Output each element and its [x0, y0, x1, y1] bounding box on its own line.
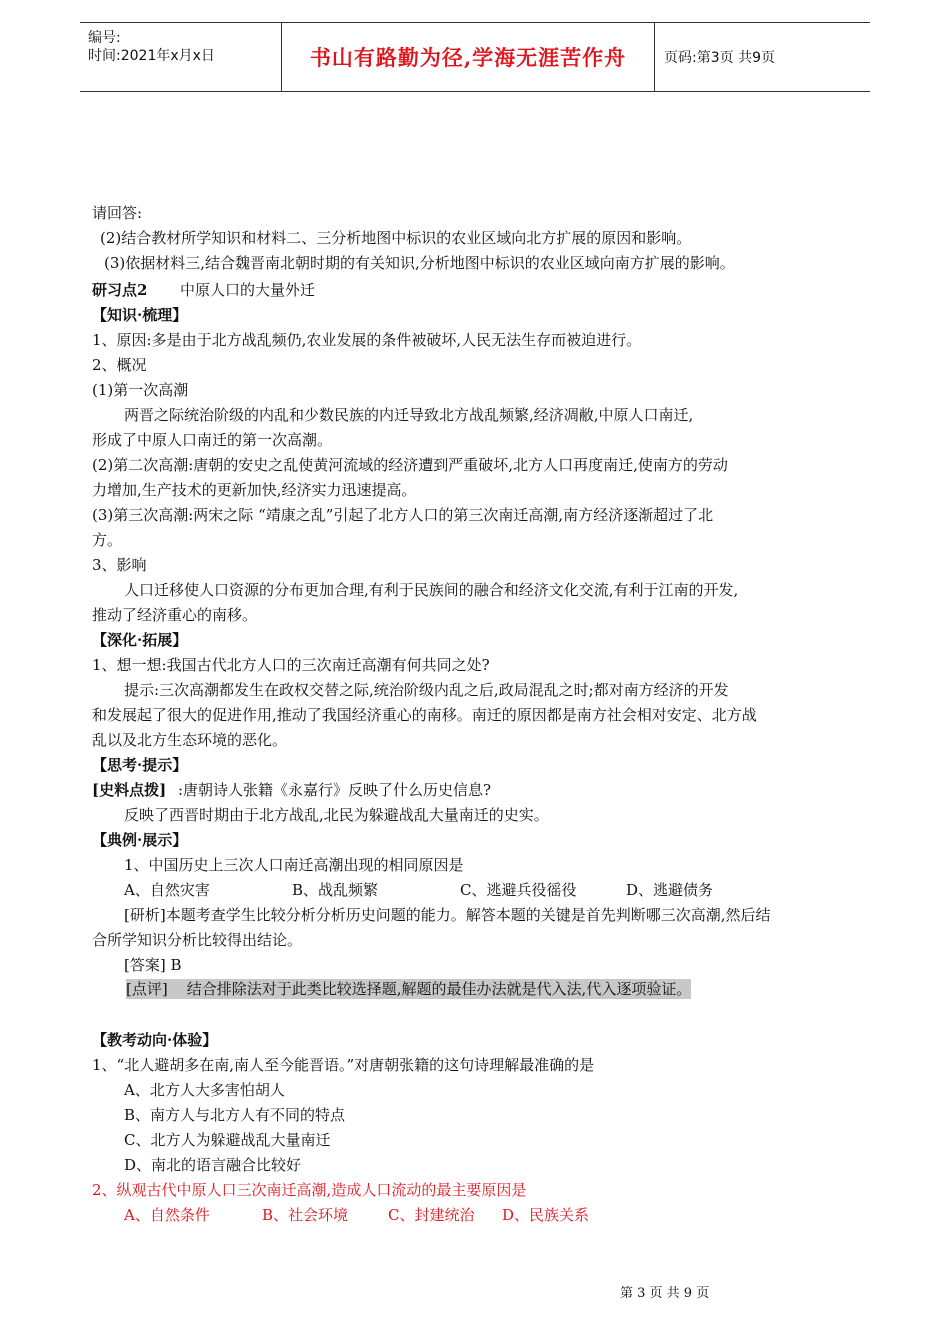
analysis-line: [研析]本题考查学生比较分析分析历史问题的能力。解答本题的关键是首先判断哪三次高潮,然后结	[124, 906, 771, 924]
section-label: 研习点2	[92, 281, 148, 299]
option-c: C、逃避兵役徭役	[460, 881, 577, 899]
text-line: 方。	[92, 531, 123, 549]
text-line: (3)第三次高潮:两宋之际 “靖康之乱”引起了北方人口的第三次南迁高潮,南方经济逐渐超过了北	[92, 506, 714, 524]
option-c: C、封建统治	[388, 1206, 475, 1224]
header-page-cell	[654, 23, 870, 91]
text-line: :唐朝诗人张籍《永嘉行》反映了什么历史信息?	[178, 781, 492, 799]
motto: 书山有路勤为径,学海无涯苦作舟	[309, 45, 627, 70]
page-header	[80, 22, 870, 92]
option-a: A、自然条件	[124, 1206, 210, 1224]
question-stem: 2、纵观古代中原人口三次南迁高潮,造成人口流动的最主要原因是	[92, 1181, 527, 1199]
text-line: 2、概况	[92, 356, 147, 374]
option-b: B、战乱频繁	[292, 881, 379, 899]
text-line: 1、想一想:我国古代北方人口的三次南迁高潮有何共同之处?	[92, 656, 490, 674]
option-d: D、民族关系	[502, 1206, 590, 1224]
text-line: 请回答:	[92, 204, 143, 222]
time-label: 时间:2021年x月x日	[88, 48, 215, 64]
text-line: 3、影响	[92, 556, 147, 574]
option-b: B、社会环境	[262, 1206, 349, 1224]
option-c: C、北方人为躲避战乱大量南迁	[124, 1131, 331, 1149]
section-heading: 【教考动向·体验】	[92, 1031, 218, 1049]
comment-line: [点评] 结合排除法对于此类比较选择题,解题的最佳办法就是代入法,代入逐项验证。	[126, 980, 692, 998]
question-stem: 1、“北人避胡多在南,南人至今能晋语。”对唐朝张籍的这句诗理解最准确的是	[92, 1056, 595, 1074]
text-line: 推动了经济重心的南移。	[92, 606, 258, 624]
header-motto-cell	[281, 23, 655, 91]
analysis-line: 合所学知识分析比较得出结论。	[92, 931, 303, 949]
text-line: 两晋之际统治阶级的内乱和少数民族的内迁导致北方战乱频繁,经济凋敝,中原人口南迁,	[124, 406, 694, 424]
option-d: D、逃避债务	[626, 881, 714, 899]
text-line: 力增加,生产技术的更新加快,经济实力迅速提高。	[92, 481, 417, 499]
section-heading: 【典例·展示】	[92, 831, 188, 849]
page-number: 第 3 页 共 9 页	[620, 1286, 710, 1301]
text-line: 人口迁移使人口资源的分布更加合理,有利于民族间的融合和经济文化交流,有利于江南的开发,	[124, 581, 739, 599]
option-a: A、北方人大多害怕胡人	[124, 1081, 285, 1099]
answer-line: [答案] B	[124, 956, 182, 974]
text-line: 乱以及北方生态环境的恶化。	[92, 731, 288, 749]
text-line: 反映了西晋时期由于北方战乱,北民为躲避战乱大量南迁的史实。	[124, 806, 549, 824]
section-heading: 【思考·提示】	[92, 756, 188, 774]
header-meta	[80, 23, 280, 91]
text-line: (2)第二次高潮:唐朝的安史之乱使黄河流域的经济遭到严重破坏,北方人口再度南迁,使南方的劳动	[92, 456, 728, 474]
page-info: 页码:第3页 共9页	[664, 50, 775, 66]
section-title: 中原人口的大量外迁	[180, 281, 316, 299]
text-line: 提示:三次高潮都发生在政权交替之际,统治阶级内乱之后,政局混乱之时;都对南方经济的开发	[124, 681, 729, 699]
text-line: 和发展起了很大的促进作用,推动了我国经济重心的南移。南迁的原因都是南方社会相对安定、北方战	[92, 706, 757, 724]
option-d: D、南北的语言融合比较好	[124, 1156, 302, 1174]
option-a: A、自然灾害	[124, 881, 210, 899]
text-line: (3)依据材料三,结合魏晋南北朝时期的有关知识,分析地图中标识的农业区域向南方扩展的影响。	[104, 254, 735, 272]
text-line: 形成了中原人口南迁的第一次高潮。	[92, 431, 333, 449]
number-label: 编号:	[88, 30, 121, 46]
section-heading: 【深化·拓展】	[92, 631, 188, 649]
source-tag: [史料点拨]	[92, 781, 167, 799]
section-heading: 【知识·梳理】	[92, 306, 188, 324]
text-line: (1)第一次高潮	[92, 381, 189, 399]
question-stem: 1、中国历史上三次人口南迁高潮出现的相同原因是	[124, 856, 464, 874]
text-line: (2)结合教材所学知识和材料二、三分析地图中标识的农业区域向北方扩展的原因和影响。	[100, 229, 692, 247]
option-b: B、南方人与北方人有不同的特点	[124, 1106, 346, 1124]
text-line: 1、原因:多是由于北方战乱频仍,农业发展的条件被破坏,人民无法生存而被迫进行。	[92, 331, 642, 349]
